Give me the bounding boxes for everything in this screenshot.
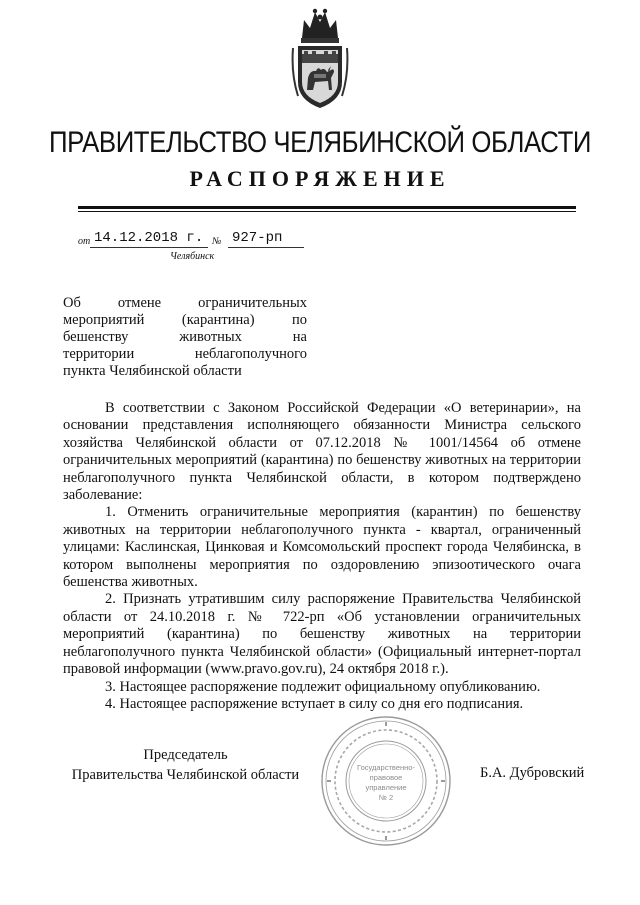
subject-line: бешенству животных на (63, 329, 307, 345)
coat-of-arms-emblem (290, 4, 350, 112)
item-paragraph-4: 4. Настоящее распоряжение вступает в силу со дня его подписания. (105, 695, 524, 712)
document-subject (63, 295, 307, 380)
seal-center-line2: правовое (369, 773, 403, 782)
government-title: ПРАВИТЕЛЬСТВО ЧЕЛЯБИНСКОЙ ОБЛАСТИ (48, 126, 592, 159)
document-type: РАСПОРЯЖЕНИЕ (189, 166, 451, 191)
subject-line: Об отмене ограничительных (63, 295, 307, 311)
signatory-position-line1: Председатель (143, 747, 228, 763)
date-underline (90, 247, 208, 248)
preamble-paragraph: В соответствии с Законом Российской Федерации «О ветеринарии», на основании представления исполняющего обязанности Министра сельского хозяйства Челябинской области от 07.12.2018 № 1001/14564 об отмене ограничительных мероприятий (карантина) по бешенству животных на территории неблагополучного пункта Челябинской области, в котором подтверждено заболевание: (63, 400, 581, 504)
subject-line: пункта Челябинской области (63, 363, 242, 379)
header-rule-thick (78, 206, 576, 209)
seal-center-line3: управление (365, 783, 407, 792)
signatory-position (63, 745, 308, 785)
city-label: Челябинск (170, 251, 215, 262)
signatory-name: Б.А. Дубровский (480, 765, 585, 781)
header-rule-thin (78, 211, 576, 212)
official-seal-stamp (319, 714, 453, 848)
number-underline (228, 247, 304, 248)
item-paragraph-2: 2. Признать утратившим силу распоряжение Правительства Челябинской области от 24.10.2018 г. № 722-рп «Об установлении ограничительных мероприятий (карантина) по бешенству животных на территории неблагополучного пункта Челябинской области» (Официальный интернет-портал правовой информации (www.pravo.gov.ru), 24 октября 2018 г.). (63, 591, 581, 678)
date-prefix: от (78, 236, 91, 247)
seal-center-line1: Государственно- (357, 763, 415, 772)
document-date: 14.12.2018 г. (94, 230, 204, 246)
signatory-position-line2: Правительства Челябинской области (71, 767, 300, 783)
subject-line: мероприятий (карантина) по (63, 312, 307, 328)
document-number: 927-рп (232, 230, 283, 246)
document-body (63, 400, 581, 713)
item-paragraph-3: 3. Настоящее распоряжение подлежит официальному опубликованию. (105, 678, 541, 695)
seal-center-line4: № 2 (378, 793, 394, 802)
number-prefix: № (212, 236, 222, 247)
subject-line: территории неблагополучного (63, 346, 307, 362)
item-paragraph-1: 1. Отменить ограничительные мероприятия (карантин) по бешенству животных на территории неблагополучного пункта - квартал, ограниченный улицами: Каслинская, Цинковая и Комсомольский проспект города Челябинска, в котором выполнены мероприятия по оздоровлению эпизоотического очага бешенства животных. (63, 504, 581, 591)
